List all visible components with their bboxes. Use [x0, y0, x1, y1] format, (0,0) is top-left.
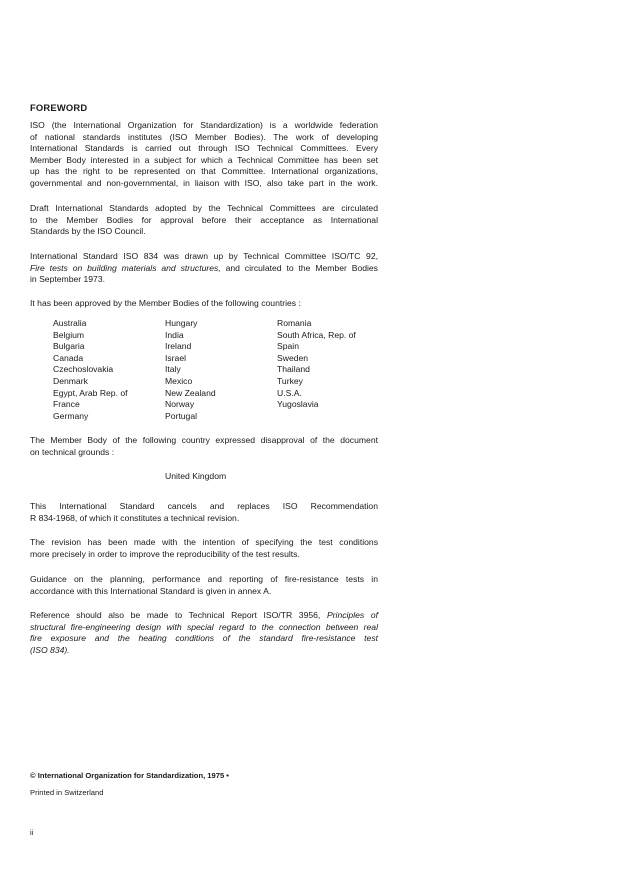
- country-item: Canada: [53, 352, 84, 363]
- text-line: up has the right to be represented on that Committee. International organizations,: [30, 166, 378, 177]
- text-line: more precisely in order to improve the reproducibility of the test results.: [30, 548, 300, 559]
- text-span: Reference should also be made to Technical Report ISO/TR 3956,: [30, 610, 327, 620]
- paragraph-guidance: [30, 574, 378, 597]
- text-line: accordance with this International Standard is given in annex A.: [30, 585, 272, 596]
- country-item: Romania: [277, 318, 312, 328]
- paragraph-iso-intro: [30, 120, 378, 190]
- text-line: Draft International Standards adopted by the Technical Committees are circulated: [30, 203, 378, 213]
- text-line: [30, 633, 378, 645]
- country-item: Mexico: [165, 375, 193, 386]
- country-item: Portugal: [165, 410, 198, 421]
- country-item: Czechoslovakia: [53, 364, 114, 375]
- text-line: The Member Body of the following country expressed disapproval of the document: [30, 435, 378, 445]
- text-line: of national standards institutes (ISO Member Bodies). The work of developing: [30, 131, 378, 142]
- text-line: [30, 645, 378, 657]
- report-title-italic: Principles of: [326, 610, 378, 620]
- country-item: France: [53, 399, 80, 410]
- paragraph-disapproval: [30, 435, 378, 458]
- text-line: on technical grounds :: [30, 446, 115, 457]
- country-item: Thailand: [277, 364, 310, 375]
- country-item: Yugoslavia: [277, 399, 319, 410]
- paragraph-approved: [30, 298, 378, 310]
- text-line: [30, 263, 378, 275]
- text-line: ISO (the International Organization for Standardization) is a worldwide federation: [30, 120, 378, 130]
- text-line: It has been approved by the Member Bodies of the following countries :: [30, 298, 301, 308]
- country-item: Denmark: [53, 375, 88, 386]
- country-item: Sweden: [277, 352, 309, 363]
- paragraph-reference: [30, 610, 378, 656]
- foreword-heading: FOREWORD: [30, 102, 88, 113]
- country-item: Germany: [53, 410, 89, 421]
- text-line: Member Body interested in a subject for which a Technical Committee has been set: [30, 154, 378, 165]
- text-line: in September 1973.: [30, 274, 106, 285]
- country-item: Australia: [53, 318, 87, 328]
- country-item: New Zealand: [165, 387, 216, 398]
- page-number: ii: [30, 828, 34, 837]
- printed-in: Printed in Switzerland: [30, 788, 104, 797]
- text-line: to the Member Bodies for approval before their acceptance as International: [30, 214, 378, 225]
- copyright-notice: © International Organization for Standardization, 1975 •: [30, 771, 229, 780]
- text-line: International Standards is carried out through ISO Technical Committees. Every: [30, 143, 378, 154]
- country-item: Spain: [277, 341, 299, 352]
- text-line: International Standard ISO 834 was drawn up by Technical Committee ISO/TC 92,: [30, 251, 378, 261]
- text-line: R 834-1968, of which it constitutes a technical revision.: [30, 512, 240, 523]
- text-span: and circulated to the Member Bodies: [220, 262, 378, 273]
- text-line: Guidance on the planning, performance and reporting of fire-resistance tests in: [30, 574, 378, 584]
- country-item: Israel: [165, 352, 187, 363]
- countries-column-3: [277, 318, 356, 411]
- text-line: Standards by the ISO Council.: [30, 226, 146, 237]
- countries-column-2: [165, 318, 216, 422]
- country-item: South Africa, Rep. of: [277, 329, 356, 340]
- country-item: Egypt, Arab Rep. of: [53, 387, 128, 398]
- country-item: Norway: [165, 399, 195, 410]
- text-line: [30, 622, 378, 634]
- text-line: [30, 610, 378, 622]
- text-line: The revision has been made with the intention of specifying the test conditions: [30, 537, 378, 547]
- country-item: India: [165, 329, 184, 340]
- countries-column-1: [53, 318, 128, 422]
- paragraph-draft-standards: [30, 203, 378, 238]
- paragraph-revision: [30, 537, 378, 560]
- country-item: Ireland: [165, 341, 192, 352]
- paragraph-cancels: [30, 501, 378, 524]
- report-title-italic: structural fire-engineering design with special regard to the connection between real: [30, 621, 378, 632]
- country-item: Bulgaria: [53, 341, 85, 352]
- text-line: governmental and non-governmental, in liaison with ISO, also take part in the work.: [30, 177, 378, 188]
- report-title-italic: fire exposure and the heating conditions of the standard fire-resistance test: [30, 633, 378, 644]
- country-item: Turkey: [277, 375, 303, 386]
- country-item: Italy: [165, 364, 181, 375]
- country-item: Belgium: [53, 329, 85, 340]
- paragraph-iso834: [30, 251, 378, 286]
- text-line: This International Standard cancels and replaces ISO Recommendation: [30, 501, 378, 511]
- country-item: U.S.A.: [277, 387, 302, 398]
- country-item: Hungary: [165, 318, 198, 328]
- disapproval-country: United Kingdom: [165, 471, 227, 481]
- committee-title-italic: Fire tests on building materials and structures,: [30, 262, 221, 273]
- report-title-italic: (ISO 834).: [30, 644, 70, 655]
